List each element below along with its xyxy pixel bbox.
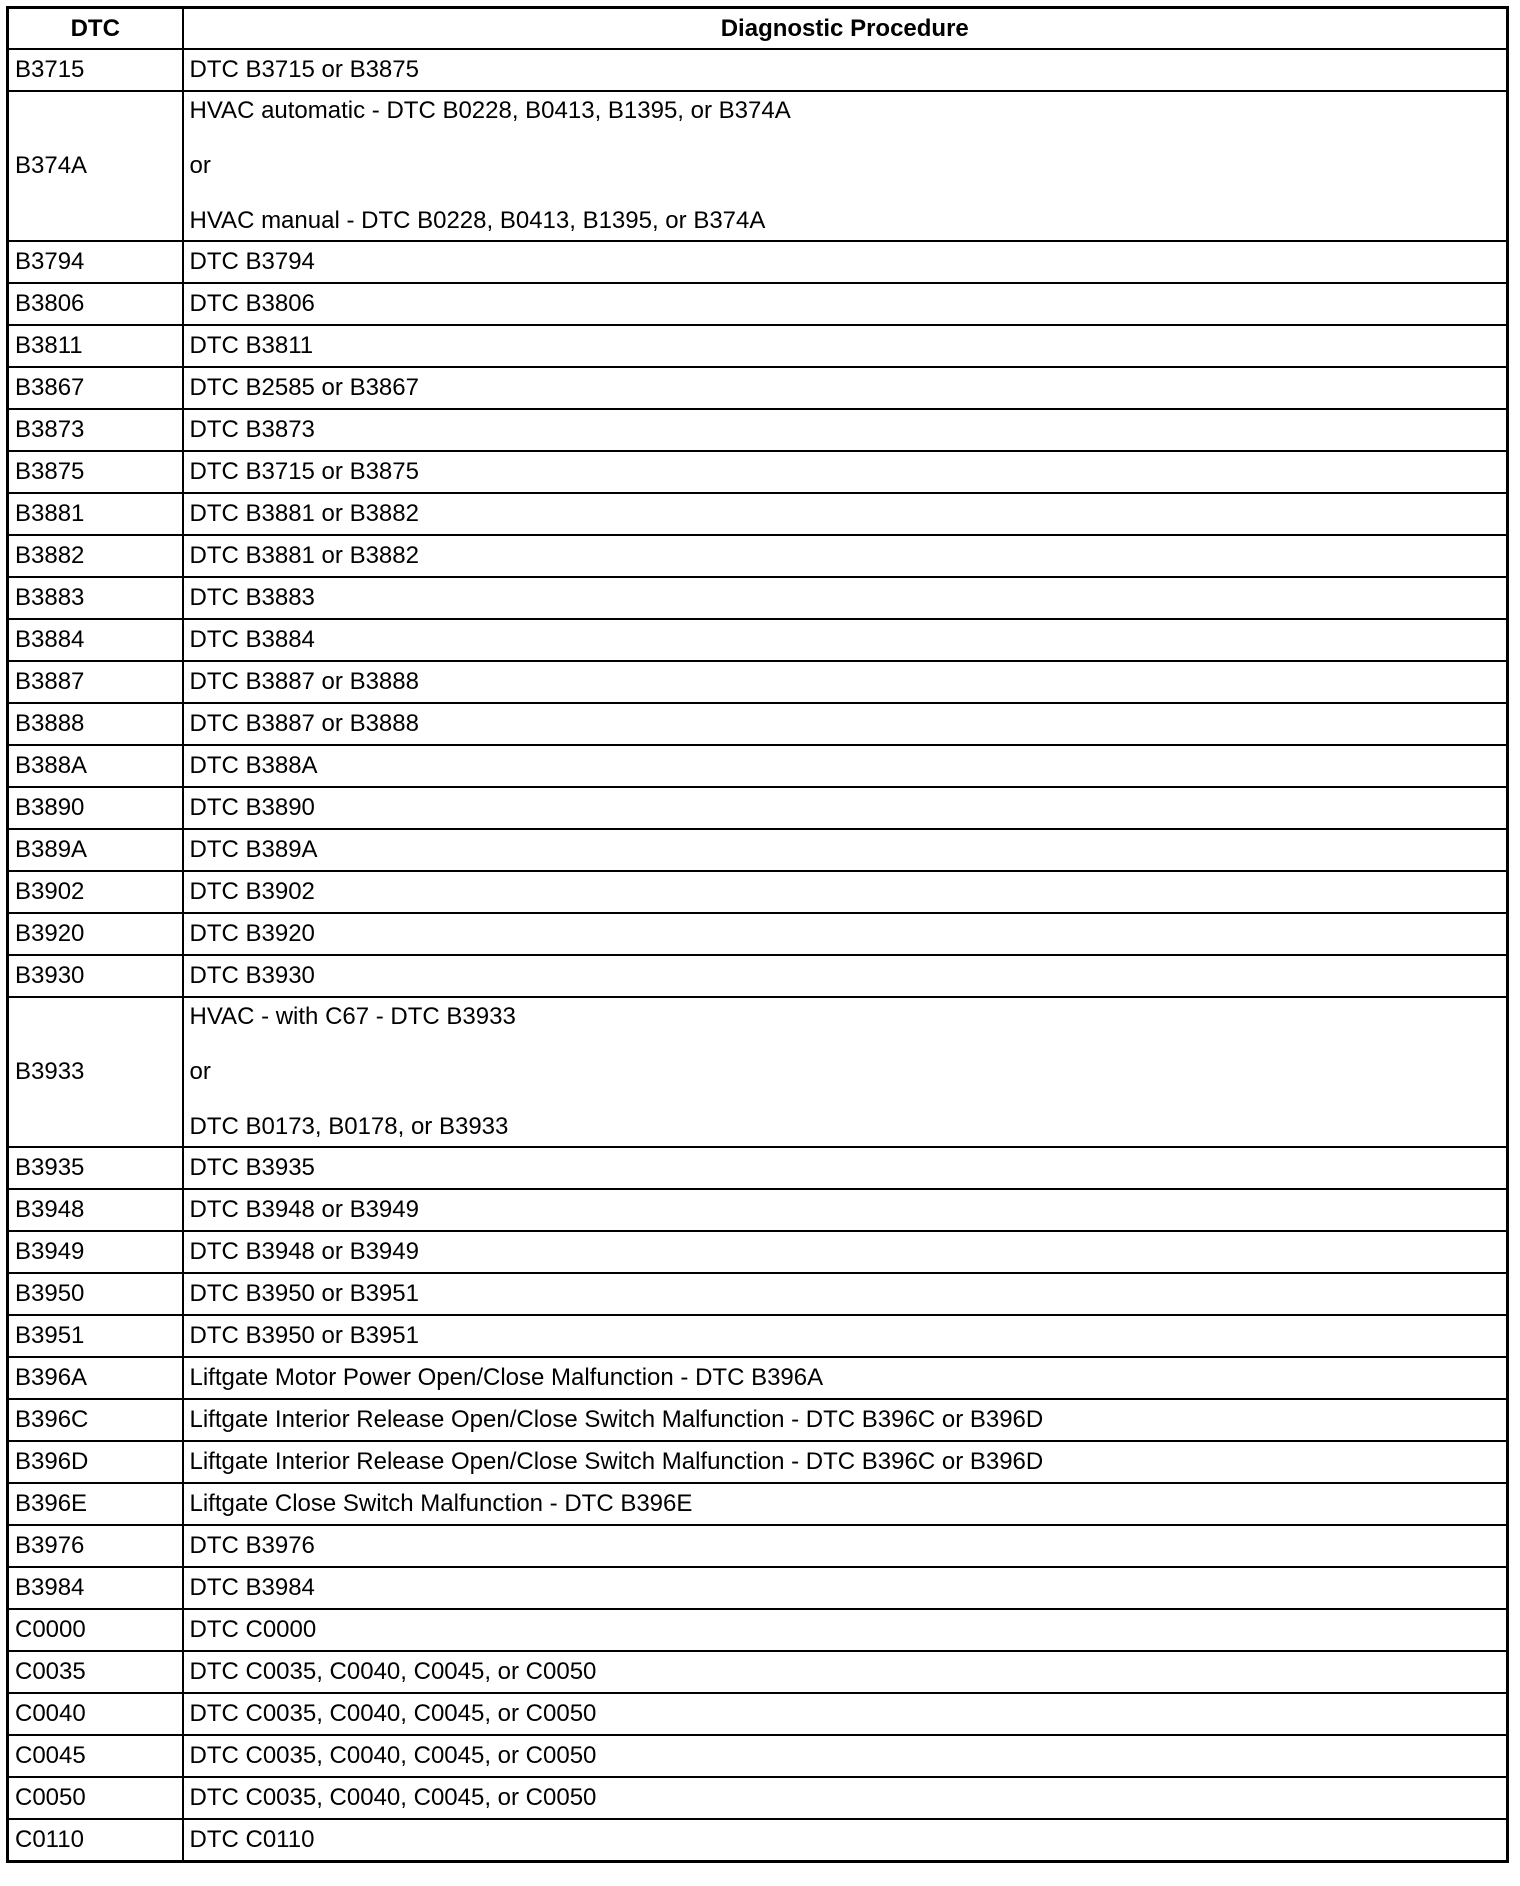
procedure-cell	[183, 997, 1508, 1147]
dtc-code-cell: B3882	[8, 535, 183, 577]
procedure-line: DTC B3715 or B3875	[189, 458, 419, 485]
table-row	[8, 1273, 1508, 1315]
procedure-line: DTC B3887 or B3888	[189, 668, 419, 695]
procedure-line: DTC B3881 or B3882	[189, 500, 419, 527]
procedure-line: DTC B3887 or B3888	[189, 710, 419, 737]
procedure-line: DTC B3806	[189, 290, 315, 317]
dtc-code-cell: C0040	[8, 1693, 183, 1735]
procedure-cell	[183, 703, 1508, 745]
procedure-cell	[183, 913, 1508, 955]
dtc-code-cell: B396D	[8, 1441, 183, 1483]
procedure-line: HVAC - with C67 - DTC B3933	[189, 1003, 516, 1030]
procedure-cell	[183, 1399, 1508, 1441]
procedure-line: or	[189, 1058, 211, 1085]
procedure-cell	[183, 1483, 1508, 1525]
table-row	[8, 871, 1508, 913]
dtc-code-cell: C0045	[8, 1735, 183, 1777]
procedure-cell	[183, 451, 1508, 493]
table-row	[8, 1819, 1508, 1862]
table-row	[8, 241, 1508, 283]
procedure-line: DTC C0035, C0040, C0045, or C0050	[189, 1784, 597, 1811]
procedure-cell	[183, 1819, 1508, 1862]
procedure-line: DTC B3948 or B3949	[189, 1238, 419, 1265]
procedure-line: HVAC manual - DTC B0228, B0413, B1395, or B374A	[189, 207, 766, 234]
dtc-code-cell: B388A	[8, 745, 183, 787]
dtc-code-cell: B3930	[8, 955, 183, 997]
procedure-cell	[183, 1189, 1508, 1231]
table-row	[8, 49, 1508, 91]
dtc-code-cell: B3811	[8, 325, 183, 367]
procedure-line: DTC B3884	[189, 626, 315, 653]
procedure-line: DTC B3881 or B3882	[189, 542, 419, 569]
table-row	[8, 283, 1508, 325]
header-diagnostic-procedure: Diagnostic Procedure	[183, 8, 1508, 50]
table-header	[8, 8, 1508, 50]
procedure-cell	[183, 619, 1508, 661]
procedure-line: DTC B3873	[189, 416, 315, 443]
procedure-line: DTC B3950 or B3951	[189, 1280, 419, 1307]
procedure-line: DTC B3811	[189, 332, 314, 359]
procedure-cell	[183, 1735, 1508, 1777]
dtc-code-cell: B396C	[8, 1399, 183, 1441]
procedure-cell	[183, 91, 1508, 241]
table-row	[8, 829, 1508, 871]
table-row	[8, 367, 1508, 409]
dtc-code-cell: B3951	[8, 1315, 183, 1357]
table-row	[8, 1147, 1508, 1189]
dtc-code-cell: B389A	[8, 829, 183, 871]
procedure-cell	[183, 409, 1508, 451]
table-row	[8, 1231, 1508, 1273]
table-body	[8, 49, 1508, 1862]
dtc-code-cell: B3976	[8, 1525, 183, 1567]
procedure-cell	[183, 1651, 1508, 1693]
procedure-cell	[183, 1231, 1508, 1273]
procedure-cell	[183, 1441, 1508, 1483]
table-row	[8, 1525, 1508, 1567]
procedure-line: DTC B3976	[189, 1532, 315, 1559]
dtc-code-cell: B3890	[8, 787, 183, 829]
header-row	[8, 8, 1508, 50]
table-row	[8, 91, 1508, 241]
header-dtc: DTC	[8, 8, 183, 50]
table-row	[8, 577, 1508, 619]
procedure-line: DTC B3794	[189, 248, 315, 275]
dtc-code-cell: B374A	[8, 91, 183, 241]
dtc-code-cell: B3887	[8, 661, 183, 703]
table-row	[8, 1567, 1508, 1609]
procedure-line: DTC C0035, C0040, C0045, or C0050	[189, 1658, 597, 1685]
procedure-line: DTC B3935	[189, 1154, 315, 1181]
procedure-line: DTC B2585 or B3867	[189, 374, 419, 401]
procedure-cell	[183, 829, 1508, 871]
dtc-code-cell: B3873	[8, 409, 183, 451]
table-row	[8, 1735, 1508, 1777]
procedure-cell	[183, 661, 1508, 703]
procedure-line: DTC B3883	[189, 584, 315, 611]
table-row	[8, 787, 1508, 829]
dtc-code-cell: B3950	[8, 1273, 183, 1315]
table-row	[8, 535, 1508, 577]
dtc-code-cell: B3875	[8, 451, 183, 493]
procedure-line: Liftgate Close Switch Malfunction - DTC B396E	[189, 1490, 693, 1517]
procedure-line: DTC B3948 or B3949	[189, 1196, 419, 1223]
procedure-line: DTC B3890	[189, 794, 315, 821]
dtc-code-cell: B3935	[8, 1147, 183, 1189]
table-row	[8, 1399, 1508, 1441]
table-row	[8, 409, 1508, 451]
procedure-cell	[183, 745, 1508, 787]
dtc-code-cell: C0050	[8, 1777, 183, 1819]
dtc-code-cell: B396E	[8, 1483, 183, 1525]
procedure-line: DTC B3930	[189, 962, 315, 989]
procedure-line: Liftgate Interior Release Open/Close Switch Malfunction - DTC B396C or B396D	[189, 1448, 1044, 1475]
procedure-cell	[183, 49, 1508, 91]
dtc-code-cell: B3715	[8, 49, 183, 91]
table-row	[8, 913, 1508, 955]
table-row	[8, 1693, 1508, 1735]
procedure-cell	[183, 1357, 1508, 1399]
dtc-table-container	[6, 6, 1506, 1863]
table-row	[8, 493, 1508, 535]
procedure-line: HVAC automatic - DTC B0228, B0413, B1395, or B374A	[189, 97, 791, 124]
procedure-cell	[183, 535, 1508, 577]
procedure-cell	[183, 241, 1508, 283]
dtc-code-cell: B3794	[8, 241, 183, 283]
dtc-code-cell: B396A	[8, 1357, 183, 1399]
procedure-cell	[183, 1567, 1508, 1609]
table-row	[8, 1609, 1508, 1651]
procedure-cell	[183, 1525, 1508, 1567]
table-row	[8, 703, 1508, 745]
procedure-line: DTC C0110	[189, 1826, 315, 1853]
dtc-code-cell: B3888	[8, 703, 183, 745]
procedure-cell	[183, 1273, 1508, 1315]
dtc-code-cell: B3948	[8, 1189, 183, 1231]
procedure-line: Liftgate Interior Release Open/Close Switch Malfunction - DTC B396C or B396D	[189, 1406, 1044, 1433]
dtc-code-cell: B3881	[8, 493, 183, 535]
procedure-line: DTC B389A	[189, 836, 318, 863]
dtc-code-cell: B3902	[8, 871, 183, 913]
procedure-line: DTC B3902	[189, 878, 315, 905]
dtc-code-cell: C0110	[8, 1819, 183, 1862]
procedure-cell	[183, 367, 1508, 409]
dtc-code-cell: B3920	[8, 913, 183, 955]
procedure-line: DTC B3715 or B3875	[189, 56, 419, 83]
procedure-line: DTC B3984	[189, 1574, 315, 1601]
procedure-line: DTC C0000	[189, 1616, 317, 1643]
dtc-code-cell: B3933	[8, 997, 183, 1147]
procedure-cell	[183, 787, 1508, 829]
table-row	[8, 997, 1508, 1147]
table-row	[8, 1483, 1508, 1525]
dtc-code-cell: C0000	[8, 1609, 183, 1651]
procedure-cell	[183, 493, 1508, 535]
procedure-cell	[183, 1609, 1508, 1651]
table-row	[8, 1441, 1508, 1483]
procedure-cell	[183, 1147, 1508, 1189]
procedure-cell	[183, 577, 1508, 619]
procedure-line: DTC B388A	[189, 752, 318, 779]
dtc-table	[6, 6, 1509, 1863]
dtc-code-cell: B3806	[8, 283, 183, 325]
procedure-cell	[183, 1315, 1508, 1357]
dtc-code-cell: B3949	[8, 1231, 183, 1273]
dtc-code-cell: B3884	[8, 619, 183, 661]
procedure-line: DTC C0035, C0040, C0045, or C0050	[189, 1700, 597, 1727]
procedure-cell	[183, 283, 1508, 325]
procedure-cell	[183, 1693, 1508, 1735]
procedure-cell	[183, 1777, 1508, 1819]
procedure-line: DTC C0035, C0040, C0045, or C0050	[189, 1742, 597, 1769]
table-row	[8, 1357, 1508, 1399]
procedure-cell	[183, 871, 1508, 913]
procedure-line: DTC B3950 or B3951	[189, 1322, 419, 1349]
table-row	[8, 745, 1508, 787]
table-row	[8, 955, 1508, 997]
table-row	[8, 325, 1508, 367]
dtc-code-cell: B3984	[8, 1567, 183, 1609]
procedure-cell	[183, 325, 1508, 367]
procedure-line: or	[189, 152, 211, 179]
procedure-line: DTC B3920	[189, 920, 315, 947]
table-row	[8, 619, 1508, 661]
table-row	[8, 1651, 1508, 1693]
procedure-line: Liftgate Motor Power Open/Close Malfunction - DTC B396A	[189, 1364, 824, 1391]
table-row	[8, 661, 1508, 703]
table-row	[8, 451, 1508, 493]
dtc-code-cell: C0035	[8, 1651, 183, 1693]
table-row	[8, 1777, 1508, 1819]
table-row	[8, 1315, 1508, 1357]
dtc-code-cell: B3867	[8, 367, 183, 409]
dtc-code-cell: B3883	[8, 577, 183, 619]
table-row	[8, 1189, 1508, 1231]
procedure-line: DTC B0173, B0178, or B3933	[189, 1113, 509, 1140]
procedure-cell	[183, 955, 1508, 997]
